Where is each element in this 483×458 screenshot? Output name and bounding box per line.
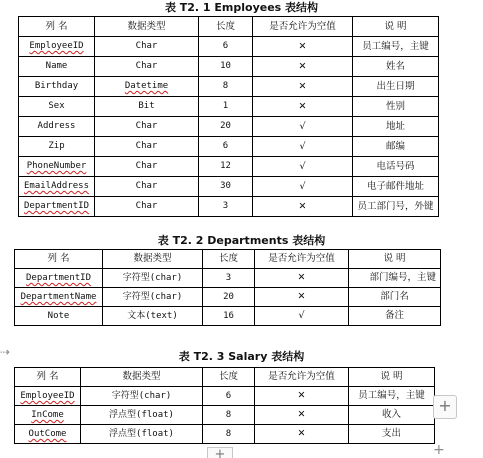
cell-length: 1 <box>199 97 253 117</box>
salary-table <box>14 367 435 444</box>
table-row <box>19 37 439 57</box>
cell-description: 出生日期 <box>353 77 439 97</box>
cell-data-type: 字符型(char) <box>81 387 203 406</box>
cell-length: 20 <box>199 117 253 137</box>
cell-column-name: Zip <box>19 137 95 157</box>
cell-nullable: ✕ <box>255 406 349 425</box>
cell-description: 收入 <box>349 406 435 425</box>
header-nullable: 是否允许为空值 <box>253 17 353 37</box>
table-row <box>19 97 439 117</box>
cell-description: 员工编号，主键 <box>353 37 439 57</box>
cell-data-type: Char <box>95 37 199 57</box>
cell-data-type: Datetime <box>95 77 199 97</box>
cell-data-type: Char <box>95 177 199 197</box>
cell-description: 姓名 <box>353 57 439 77</box>
cell-nullable: ✕ <box>255 387 349 406</box>
cell-description: 员工编号，主键 <box>349 387 435 406</box>
table-row <box>19 57 439 77</box>
cell-nullable: ✕ <box>253 97 353 117</box>
cell-data-type: Char <box>95 117 199 137</box>
table-row <box>15 406 435 425</box>
move-arrow-icon[interactable]: ⇢ <box>0 345 11 359</box>
cell-length: 16 <box>203 307 255 326</box>
header-column-name: 列 名 <box>15 250 103 269</box>
table-row <box>19 117 439 137</box>
cell-description: 电话号码 <box>353 157 439 177</box>
cell-nullable: ✕ <box>255 288 349 307</box>
cell-length: 20 <box>203 288 255 307</box>
cell-column-name: Note <box>15 307 103 326</box>
cell-data-type: Char <box>95 197 199 217</box>
table-row <box>19 77 439 97</box>
header-description: 说 明 <box>353 17 439 37</box>
cell-column-name: Name <box>19 57 95 77</box>
cell-nullable: ✕ <box>253 77 353 97</box>
cell-column-name: OutCome <box>15 425 81 444</box>
cell-description: 性别 <box>353 97 439 117</box>
table-row <box>19 137 439 157</box>
cell-length: 30 <box>199 177 253 197</box>
table-row <box>15 387 435 406</box>
cell-length: 8 <box>199 77 253 97</box>
cell-column-name: DepartmentID <box>19 197 95 217</box>
cell-column-name: PhoneNumber <box>19 157 95 177</box>
header-data-type: 数据类型 <box>81 368 203 387</box>
table-header-row <box>15 250 441 269</box>
cell-data-type: Char <box>95 157 199 177</box>
table-row <box>19 197 439 217</box>
table1-caption: 表 T2. 1 Employees 表结构 <box>164 1 319 14</box>
cell-column-name: DepartmentName <box>15 288 103 307</box>
plus-icon[interactable]: + <box>433 442 445 458</box>
cell-nullable: √ <box>253 177 353 197</box>
cell-length: 8 <box>203 406 255 425</box>
cell-description: 部门编号，主键 <box>349 269 441 288</box>
cell-nullable: ✕ <box>253 197 353 217</box>
employees-table <box>18 16 439 217</box>
table-row <box>15 425 435 444</box>
departments-table <box>14 249 441 326</box>
cell-nullable: √ <box>255 307 349 326</box>
cell-nullable: √ <box>253 157 353 177</box>
header-description: 说 明 <box>349 250 441 269</box>
table-row <box>19 177 439 197</box>
cell-length: 3 <box>199 197 253 217</box>
header-data-type: 数据类型 <box>95 17 199 37</box>
table-row <box>15 288 441 307</box>
header-nullable: 是否允许为空值 <box>255 250 349 269</box>
header-column-name: 列 名 <box>15 368 81 387</box>
cell-data-type: Char <box>95 57 199 77</box>
table2-caption: 表 T2. 2 Departments 表结构 <box>157 234 326 247</box>
table-row <box>19 157 439 177</box>
cell-column-name: Sex <box>19 97 95 117</box>
cell-data-type: Char <box>95 137 199 157</box>
cell-length: 8 <box>203 425 255 444</box>
cell-description: 地址 <box>353 117 439 137</box>
cell-column-name: InCome <box>15 406 81 425</box>
cell-nullable: ✕ <box>255 269 349 288</box>
table-row <box>15 269 441 288</box>
cell-column-name: Birthday <box>19 77 95 97</box>
cell-nullable: ✕ <box>253 57 353 77</box>
header-length: 长度 <box>203 250 255 269</box>
add-row-button[interactable]: + <box>207 447 233 458</box>
header-nullable: 是否允许为空值 <box>255 368 349 387</box>
cell-data-type: 文本(text) <box>103 307 203 326</box>
header-data-type: 数据类型 <box>103 250 203 269</box>
cell-nullable: ✕ <box>253 37 353 57</box>
cell-nullable: √ <box>253 137 353 157</box>
cell-description: 部门名 <box>349 288 441 307</box>
header-length: 长度 <box>199 17 253 37</box>
table-row <box>15 307 441 326</box>
cell-column-name: EmployeeID <box>15 387 81 406</box>
cell-column-name: DepartmentID <box>15 269 103 288</box>
cell-nullable: ✕ <box>255 425 349 444</box>
cell-length: 6 <box>203 387 255 406</box>
cell-length: 12 <box>199 157 253 177</box>
cell-data-type: 浮点型(float) <box>81 406 203 425</box>
cell-description: 支出 <box>349 425 435 444</box>
cell-column-name: EmailAddress <box>19 177 95 197</box>
table-header-row <box>19 17 439 37</box>
add-column-button[interactable]: + <box>433 395 457 419</box>
cell-nullable: √ <box>253 117 353 137</box>
cell-length: 10 <box>199 57 253 77</box>
cell-length: 6 <box>199 37 253 57</box>
cell-length: 6 <box>199 137 253 157</box>
cell-column-name: Address <box>19 117 95 137</box>
table3-caption: 表 T2. 3 Salary 表结构 <box>178 350 305 363</box>
cell-data-type: Bit <box>95 97 199 117</box>
table-header-row <box>15 368 435 387</box>
cell-description: 备注 <box>349 307 441 326</box>
header-description: 说 明 <box>349 368 435 387</box>
cell-length: 3 <box>203 269 255 288</box>
cell-data-type: 浮点型(float) <box>81 425 203 444</box>
cell-data-type: 字符型(char) <box>103 288 203 307</box>
cell-data-type: 字符型(char) <box>103 269 203 288</box>
cell-description: 邮编 <box>353 137 439 157</box>
cell-description: 员工部门号，外键 <box>353 197 439 217</box>
cell-column-name: EmployeeID <box>19 37 95 57</box>
header-length: 长度 <box>203 368 255 387</box>
cell-description: 电子邮件地址 <box>353 177 439 197</box>
header-column-name: 列 名 <box>19 17 95 37</box>
